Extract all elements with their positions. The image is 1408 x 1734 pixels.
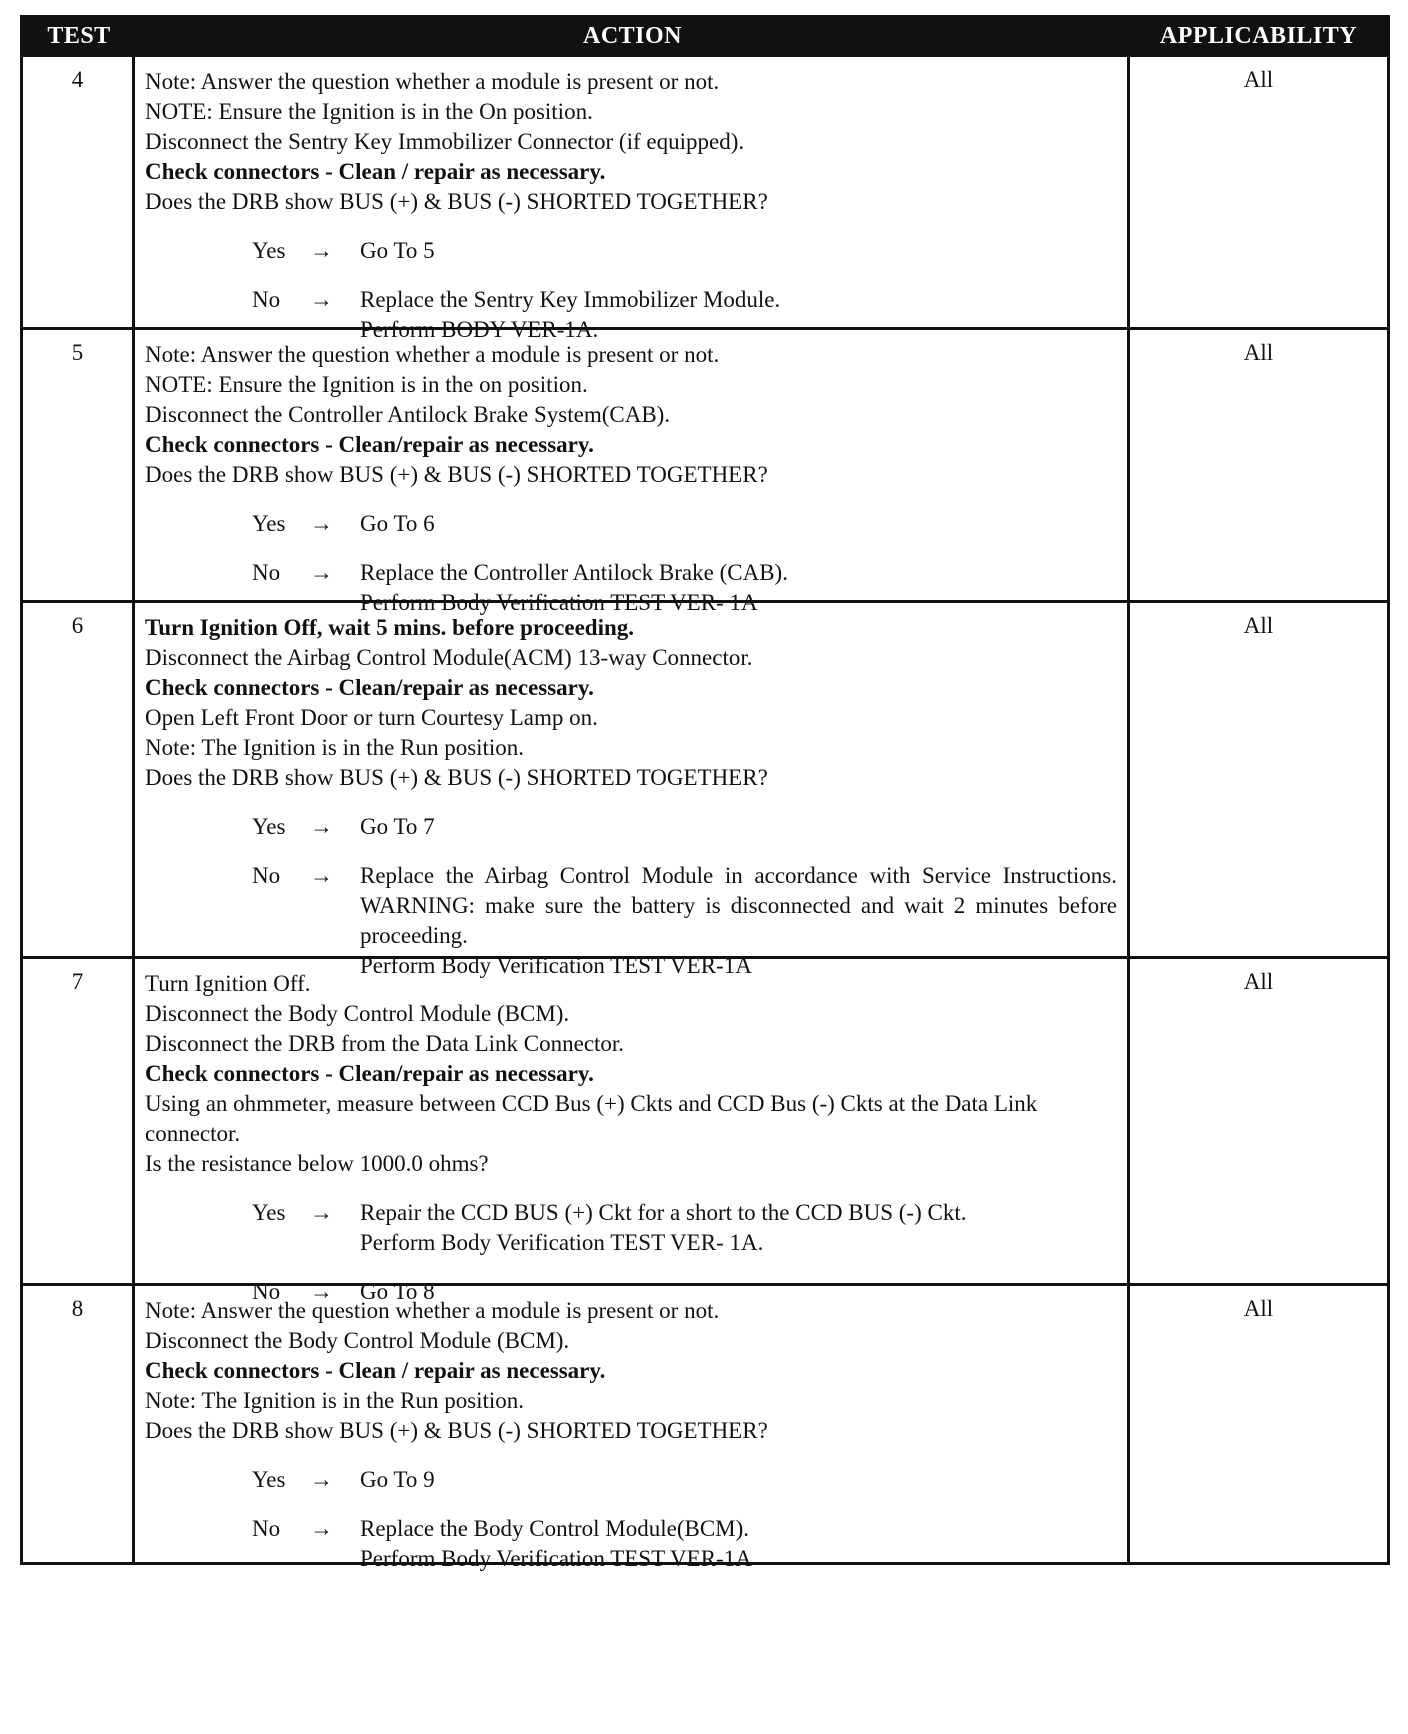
action-instruction: Does the DRB show BUS (+) & BUS (-) SHORTED TOGETHER?: [145, 1418, 768, 1443]
test-number: 4: [23, 57, 135, 327]
answer-yes: [145, 509, 1117, 539]
answer-line: Go To 5: [360, 238, 435, 263]
arrow-right-icon: →: [310, 863, 333, 888]
answer-line: Perform Body Verification TEST VER- 1A.: [360, 1230, 764, 1255]
answer-label: Yes: [252, 814, 286, 839]
test-number: 7: [23, 959, 135, 1283]
test-number: 8: [23, 1286, 135, 1562]
answer-line: Repair the CCD BUS (+) Ckt for a short to the CCD BUS (-) Ckt.: [360, 1200, 967, 1225]
test-number: 6: [23, 603, 135, 956]
action-instruction: NOTE: Ensure the Ignition is in the On position.: [145, 99, 593, 124]
action-instruction: Note: The Ignition is in the Run position.: [145, 735, 525, 760]
answer-line: Perform Body Verification TEST VER-1A: [360, 953, 752, 978]
answer-line: Replace the Controller Antilock Brake (CAB).: [360, 560, 788, 585]
action-instruction: Disconnect the Sentry Key Immobilizer Connector (if equipped).: [145, 129, 745, 154]
action-instruction: Disconnect the Body Control Module (BCM).: [145, 1001, 570, 1026]
applicability-cell: All: [1243, 340, 1274, 365]
answer-label: Yes: [252, 1467, 286, 1492]
action-cell: [135, 57, 1130, 342]
action-instruction: Using an ohmmeter, measure between CCD Bus (+) Ckts and CCD Bus (-) Ckts at the Data Link connector.: [145, 1091, 1038, 1146]
answer-text: [360, 812, 1117, 842]
header-applicability: APPLICABILITY: [1159, 22, 1358, 49]
action-instruction: Note: The Ignition is in the Run position.: [145, 1388, 525, 1413]
answer-label: No: [252, 287, 281, 312]
action-instruction: Note: Answer the question whether a module is present or not.: [145, 69, 720, 94]
applicability-cell: All: [1243, 67, 1274, 92]
action-instruction: Disconnect the DRB from the Data Link Connector.: [145, 1031, 625, 1056]
action-instruction: Disconnect the Body Control Module (BCM).: [145, 1328, 570, 1353]
action-instruction: Note: Answer the question whether a module is present or not.: [145, 1298, 720, 1323]
arrow-right-icon: →: [310, 560, 333, 585]
table-body: [23, 54, 1387, 1571]
action-instruction-bold: Check connectors - Clean/repair as necessary.: [145, 1061, 594, 1086]
answer-text: [360, 1514, 1117, 1574]
answer-line: Go To 7: [360, 814, 435, 839]
action-instruction-bold: Check connectors - Clean/repair as necessary.: [145, 432, 594, 457]
answer-text: [360, 236, 1117, 266]
answer-no: [145, 1514, 1117, 1574]
answer-yes: [145, 1465, 1117, 1495]
action-cell: [135, 603, 1130, 978]
action-instruction-bold: Check connectors - Clean / repair as necessary.: [145, 1358, 606, 1383]
arrow-right-icon: →: [310, 814, 333, 839]
applicability-cell: All: [1243, 613, 1274, 638]
table-header: [23, 18, 1387, 54]
action-instruction: Is the resistance below 1000.0 ohms?: [145, 1151, 489, 1176]
answer-label: No: [252, 1516, 281, 1541]
table-row: [23, 1283, 1387, 1571]
action-cell: [135, 330, 1130, 615]
table-row: [23, 327, 1387, 615]
action-instruction: Open Left Front Door or turn Courtesy Lamp on.: [145, 705, 598, 730]
answer-line: Perform Body Verification TEST VER- 1A: [360, 590, 758, 615]
answer-line: Perform BODY VER-1A.: [360, 317, 599, 342]
answer-label: No: [252, 560, 281, 585]
header-action: ACTION: [582, 22, 682, 49]
answer-line: Replace the Body Control Module(BCM).: [360, 1516, 750, 1541]
table-row: [23, 54, 1387, 342]
arrow-right-icon: →: [310, 238, 333, 263]
arrow-right-icon: →: [310, 1279, 333, 1304]
answer-line: Go To 9: [360, 1467, 435, 1492]
answer-text: [360, 1198, 1117, 1258]
answer-label: Yes: [252, 1200, 286, 1225]
action-instruction: Disconnect the Airbag Control Module(ACM) 13-way Connector.: [145, 645, 753, 670]
answer-yes: [145, 812, 1117, 842]
action-instruction-bold: Turn Ignition Off, wait 5 mins. before proceeding.: [145, 615, 634, 640]
answer-line: Go To 6: [360, 511, 435, 536]
diagnostic-test-table: [20, 15, 1390, 1571]
answer-text: [360, 1465, 1117, 1495]
action-instruction: Turn Ignition Off.: [145, 971, 311, 996]
arrow-right-icon: →: [310, 1467, 333, 1492]
answer-line: Replace the Airbag Control Module in accordance with Service Instructions. WARNING: make sure the battery is disconnected and wait 2 minutes before proceeding.: [360, 863, 1117, 948]
action-instruction: Does the DRB show BUS (+) & BUS (-) SHORTED TOGETHER?: [145, 462, 768, 487]
arrow-right-icon: →: [310, 511, 333, 536]
answer-line: Go To 8: [360, 1279, 435, 1304]
action-instruction: Does the DRB show BUS (+) & BUS (-) SHORTED TOGETHER?: [145, 765, 768, 790]
action-instruction: Note: Answer the question whether a module is present or not.: [145, 342, 720, 367]
answer-label: Yes: [252, 238, 286, 263]
action-cell: [135, 1286, 1130, 1571]
arrow-right-icon: →: [310, 287, 333, 312]
table-row: [23, 600, 1387, 978]
applicability-cell: All: [1243, 1296, 1274, 1321]
answer-yes: [145, 236, 1117, 266]
test-number: 5: [23, 330, 135, 600]
action-instruction: NOTE: Ensure the Ignition is in the on position.: [145, 372, 588, 397]
answer-line: Perform Body Verification TEST VER-1A: [360, 1546, 752, 1571]
answer-label: Yes: [252, 511, 286, 536]
answer-line: Replace the Sentry Key Immobilizer Module.: [360, 287, 781, 312]
action-instruction-bold: Check connectors - Clean / repair as necessary.: [145, 159, 606, 184]
header-test: TEST: [47, 22, 111, 49]
arrow-right-icon: →: [310, 1200, 333, 1225]
answer-label: No: [252, 863, 281, 888]
table-row: [23, 956, 1387, 1304]
action-instruction: Does the DRB show BUS (+) & BUS (-) SHORTED TOGETHER?: [145, 189, 768, 214]
action-instruction: Disconnect the Controller Antilock Brake System(CAB).: [145, 402, 671, 427]
action-instruction-bold: Check connectors - Clean/repair as necessary.: [145, 675, 594, 700]
answer-label: No: [252, 1279, 281, 1304]
arrow-right-icon: →: [310, 1516, 333, 1541]
answer-yes: [145, 1198, 1117, 1258]
action-cell: [135, 959, 1130, 1304]
applicability-cell: All: [1243, 969, 1274, 994]
answer-text: [360, 509, 1117, 539]
